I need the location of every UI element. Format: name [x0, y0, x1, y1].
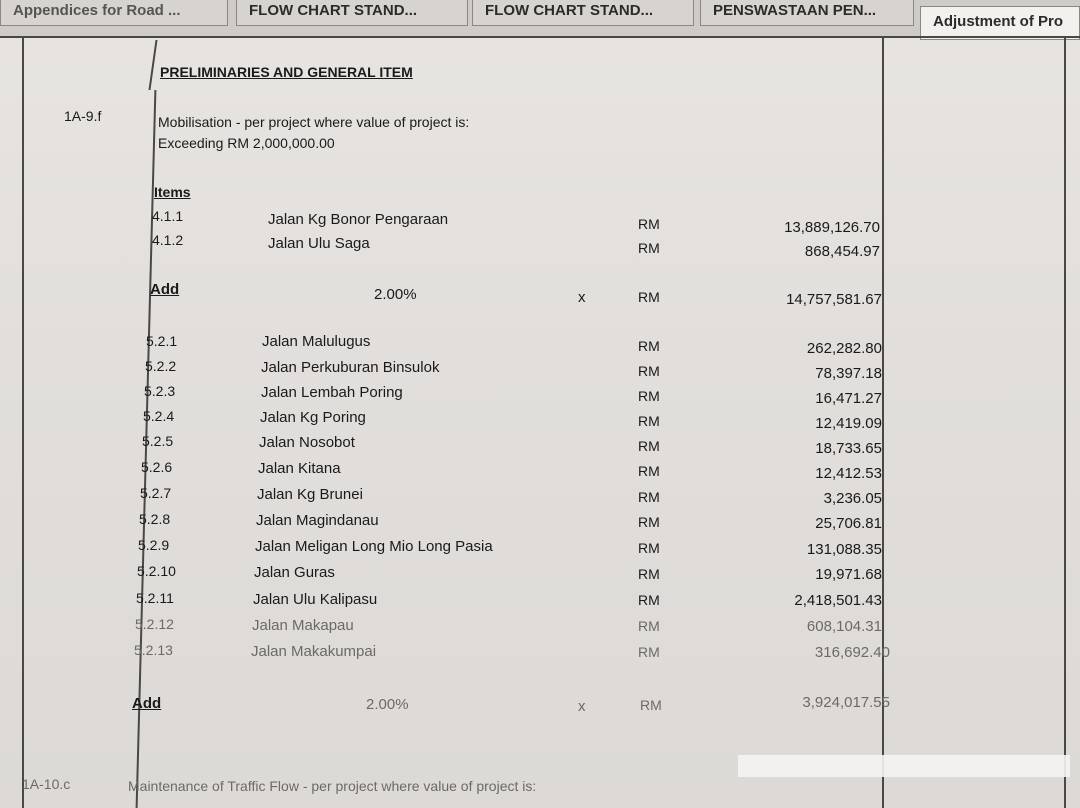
row-road-name: Jalan Makakumpai — [251, 643, 377, 660]
row-road-name: Jalan Guras — [254, 564, 335, 581]
row-road-name: Jalan Ulu Saga — [268, 235, 370, 252]
item-code: 1A-9.f — [64, 108, 102, 124]
row-amount: 2,418,501.43 — [794, 592, 882, 609]
row-amount: 13,889,126.70 — [784, 219, 880, 236]
column-divider — [22, 38, 24, 808]
row-road-name: Jalan Lembah Poring — [261, 384, 403, 401]
row-road-name: Jalan Nosobot — [259, 434, 355, 451]
row-road-name: Jalan Ulu Kalipasu — [253, 591, 378, 608]
add-amount: 14,757,581.67 — [786, 291, 882, 308]
row-currency: RM — [638, 338, 660, 354]
row-amount: 262,282.80 — [806, 340, 882, 357]
add-currency: RM — [640, 697, 662, 713]
screen-glare — [738, 755, 1070, 777]
tab-appendices[interactable]: Appendices for Road ... — [0, 0, 228, 26]
row-currency: RM — [638, 514, 660, 530]
items-header: Items — [154, 184, 191, 200]
row-amount: 78,397.18 — [815, 365, 882, 382]
row-code: 5.2.1 — [146, 333, 178, 349]
row-currency: RM — [638, 413, 660, 429]
row-road-name: Jalan Magindanau — [256, 512, 379, 529]
row-code: 5.2.5 — [142, 433, 174, 449]
row-code: 5.2.6 — [141, 459, 173, 475]
row-currency: RM — [638, 240, 660, 256]
description-line: Exceeding RM 2,000,000.00 — [158, 135, 335, 151]
row-amount: 12,412.53 — [815, 465, 882, 482]
item-description: Maintenance of Traffic Flow - per project where value of project is: — [128, 778, 537, 794]
row-amount: 19,971.68 — [815, 566, 882, 583]
row-currency: RM — [638, 463, 660, 479]
row-currency: RM — [638, 489, 660, 505]
add-currency: RM — [638, 289, 660, 305]
row-road-name: Jalan Kg Bonor Pengaraan — [268, 211, 449, 228]
tab-adjustment[interactable]: Adjustment of Pro — [920, 6, 1080, 40]
tab-penswastaan[interactable]: PENSWASTAAN PEN... — [700, 0, 914, 26]
row-amount: 131,088.35 — [806, 541, 882, 558]
row-currency: RM — [638, 540, 660, 556]
row-code: 5.2.2 — [145, 358, 177, 374]
row-divider — [0, 36, 1080, 38]
multiply-sign: x — [578, 698, 586, 715]
row-code: 5.2.3 — [144, 383, 176, 399]
add-percent: 2.00% — [374, 286, 417, 303]
row-amount: 18,733.65 — [815, 440, 882, 457]
tab-flow-chart-1[interactable]: FLOW CHART STAND... — [236, 0, 468, 26]
row-currency: RM — [638, 618, 660, 634]
tab-flow-chart-2[interactable]: FLOW CHART STAND... — [472, 0, 694, 26]
row-road-name: Jalan Kg Brunei — [257, 486, 363, 503]
add-label: Add — [150, 281, 180, 298]
row-code: 4.1.2 — [152, 232, 184, 248]
row-code: 5.2.13 — [134, 642, 173, 658]
column-divider — [882, 38, 884, 808]
add-amount: 3,924,017.55 — [802, 694, 890, 711]
row-currency: RM — [638, 592, 660, 608]
row-amount: 16,471.27 — [815, 390, 882, 407]
row-amount: 868,454.97 — [804, 243, 880, 260]
row-amount: 608,104.31 — [806, 618, 882, 635]
row-road-name: Jalan Kitana — [258, 460, 341, 477]
sheet-tab-bar — [0, 0, 1080, 38]
item-code: 1A-10.c — [22, 776, 71, 792]
row-road-name: Jalan Makapau — [252, 617, 354, 634]
row-code: 5.2.10 — [137, 563, 176, 579]
row-road-name: Jalan Perkuburan Binsulok — [261, 359, 440, 376]
row-road-name: Jalan Meligan Long Mio Long Pasia — [255, 538, 493, 555]
column-divider — [148, 40, 157, 90]
add-percent: 2.00% — [366, 696, 409, 713]
add-label: Add — [132, 695, 162, 712]
row-code: 5.2.8 — [139, 511, 171, 527]
row-amount: 12,419.09 — [815, 415, 882, 432]
row-amount: 316,692.40 — [814, 644, 890, 661]
row-currency: RM — [638, 566, 660, 582]
column-divider — [1064, 38, 1066, 808]
row-code: 5.2.12 — [135, 616, 174, 632]
row-amount: 25,706.81 — [815, 515, 882, 532]
row-currency: RM — [638, 438, 660, 454]
row-currency: RM — [638, 644, 660, 660]
description-line: Mobilisation - per project where value of project is: — [158, 114, 470, 130]
row-amount: 3,236.05 — [823, 490, 882, 507]
section-title: PRELIMINARIES AND GENERAL ITEM — [160, 64, 413, 80]
row-currency: RM — [638, 388, 660, 404]
multiply-sign: x — [578, 289, 586, 306]
row-road-name: Jalan Malulugus — [262, 333, 371, 350]
row-currency: RM — [638, 216, 660, 232]
row-code: 5.2.7 — [140, 485, 172, 501]
row-code: 5.2.11 — [136, 590, 174, 606]
row-road-name: Jalan Kg Poring — [260, 409, 366, 426]
row-code: 5.2.9 — [138, 537, 170, 553]
item-description — [158, 112, 469, 154]
row-currency: RM — [638, 363, 660, 379]
row-code: 5.2.4 — [143, 408, 175, 424]
row-code: 4.1.1 — [152, 208, 184, 224]
